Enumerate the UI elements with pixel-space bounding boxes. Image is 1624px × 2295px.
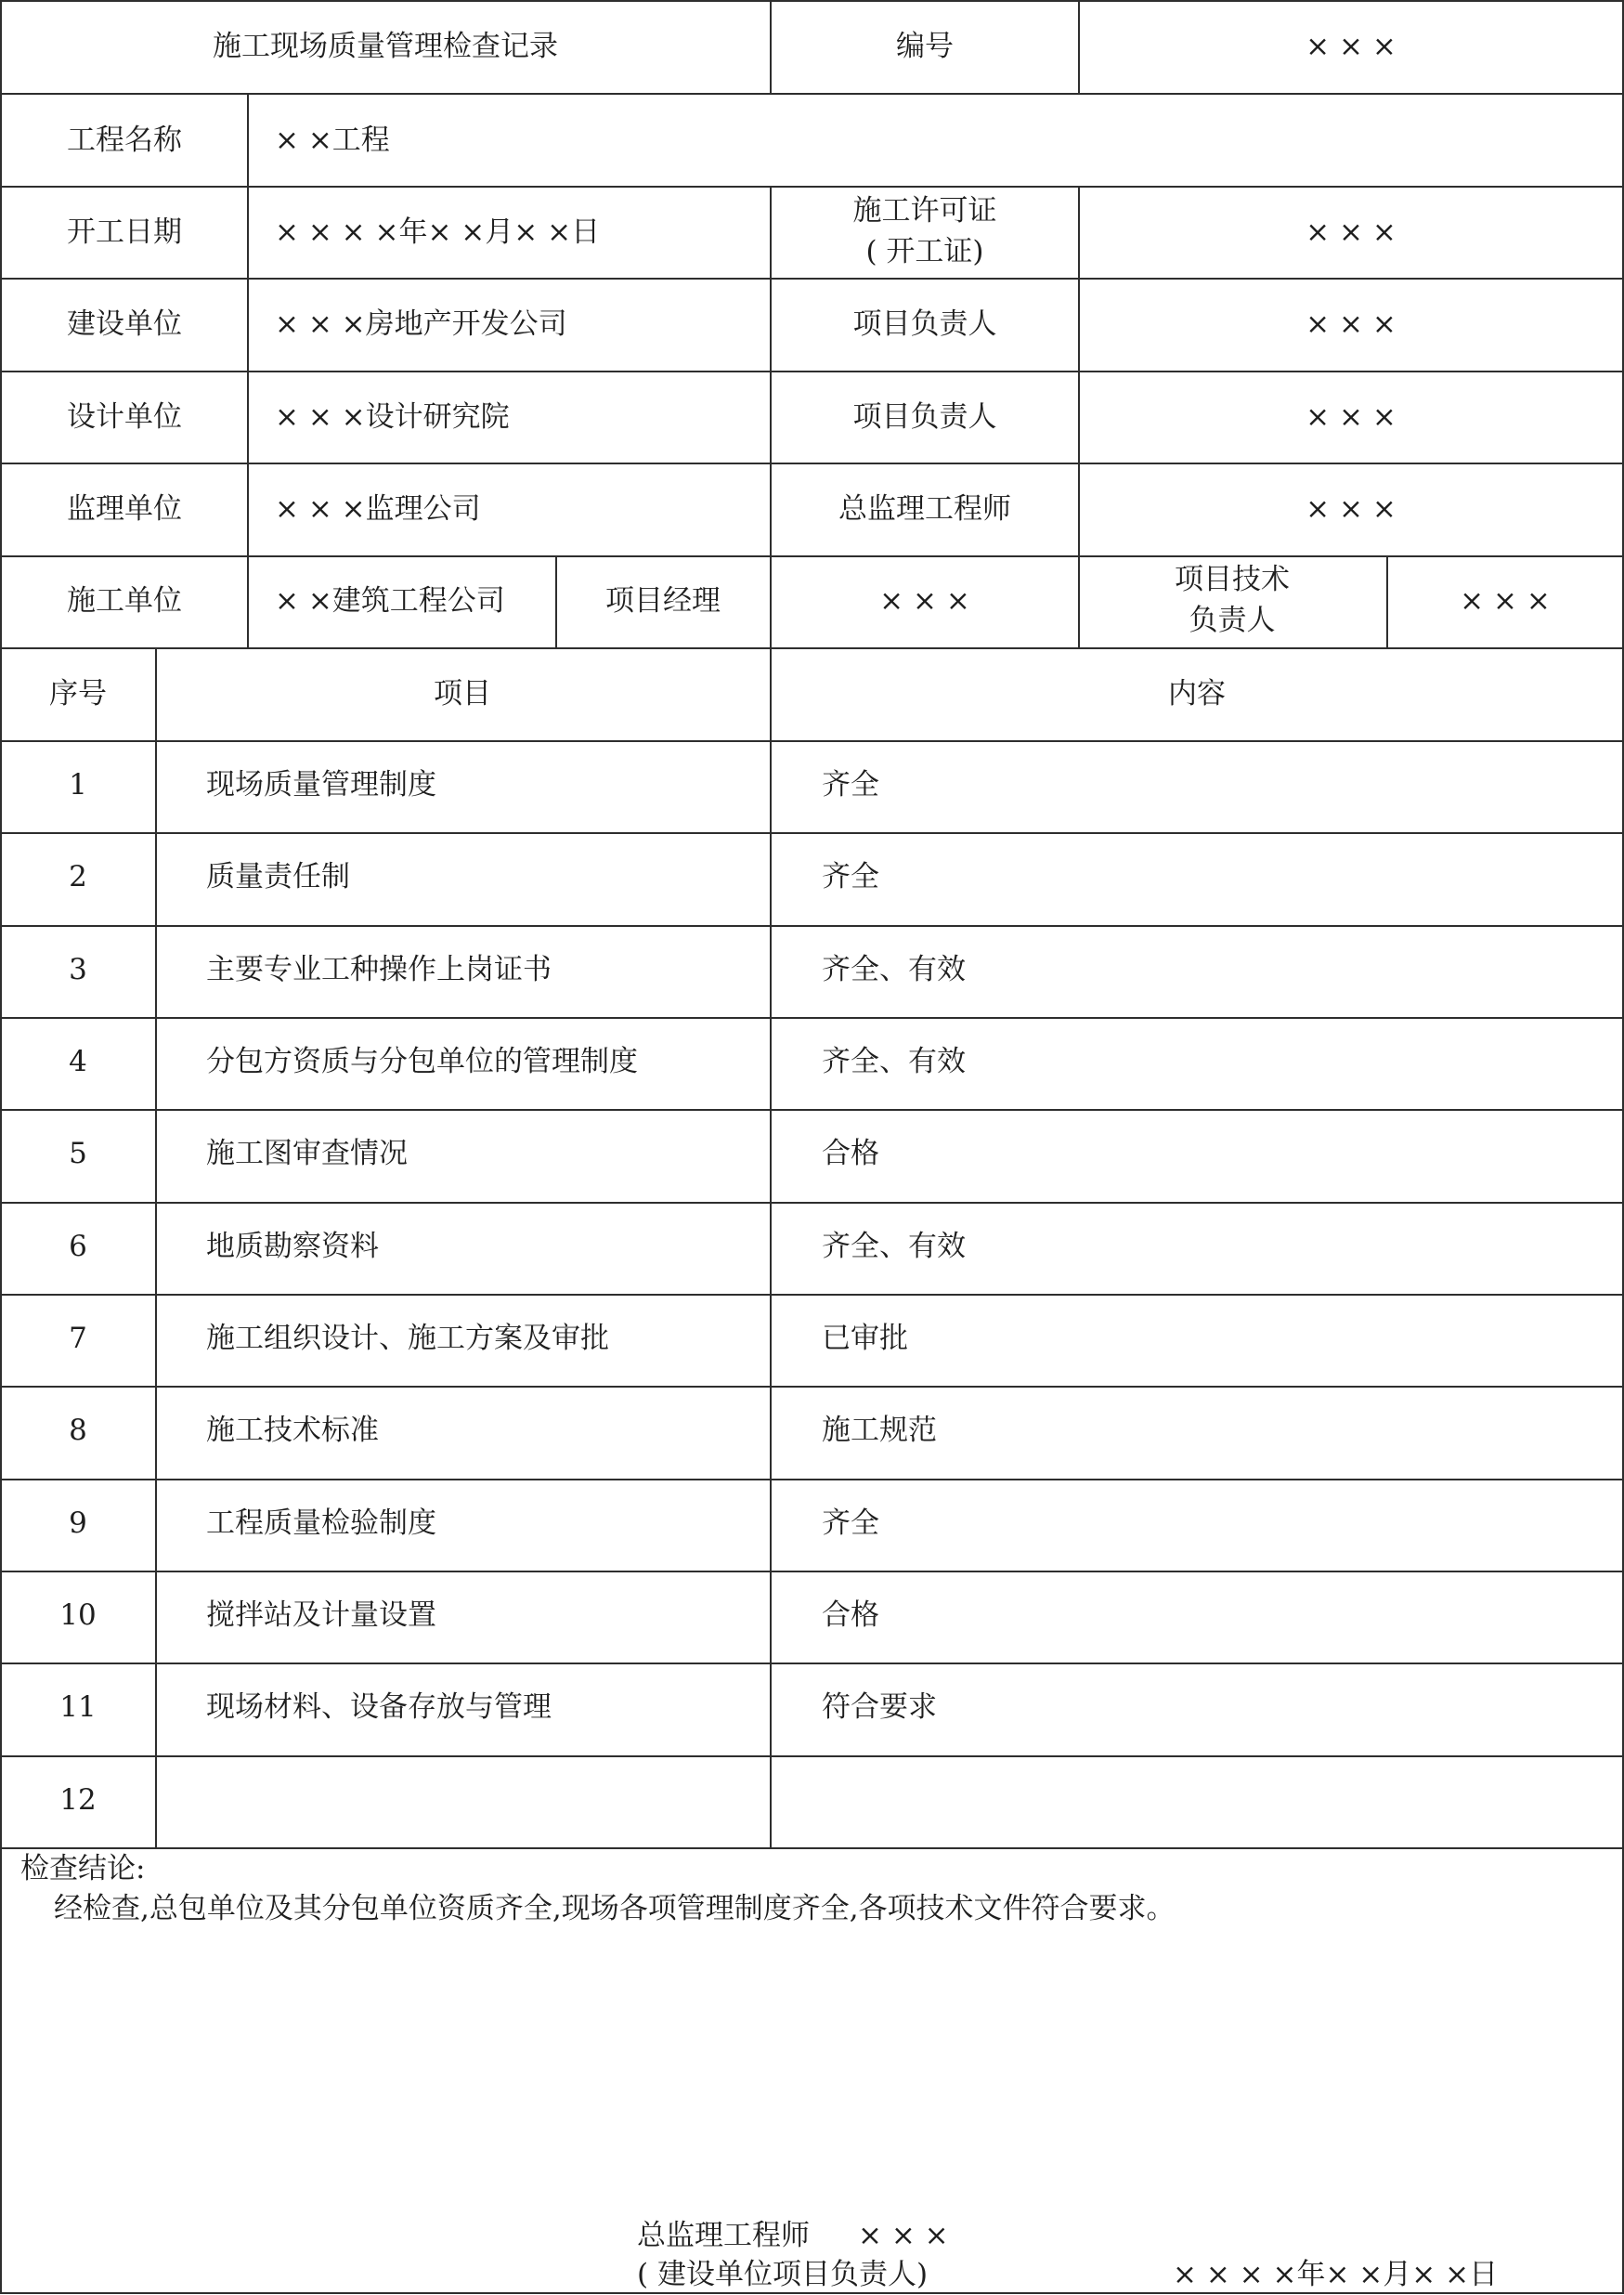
row-content-cell [770,1571,1624,1664]
row-item: 施工图审查情况 [206,1137,408,1170]
row-content: 符合要求 [822,1690,937,1724]
row-item: 分包方资质与分包单位的管理制度 [206,1045,638,1078]
supervision-unit-value: × × ×监理公司 [275,492,481,526]
row-content: 齐全 [822,860,879,893]
row-item: 地质勘察资料 [206,1230,379,1263]
start-date-label: 开工日期 [67,215,182,249]
row-number: 7 [69,1322,87,1355]
construction-lead-label: 项目负责人 [852,307,997,341]
permit-value: × × × [1306,215,1397,249]
project-name-label: 工程名称 [67,124,182,157]
row-item: 质量责任制 [206,860,350,893]
signature-date: × × × ×年× ×月× ×日 [1173,2258,1499,2291]
start-date-value: × × × ×年× ×月× ×日 [275,215,601,249]
row-number: 8 [69,1414,87,1447]
row-content-cell [770,740,1624,834]
design-unit-value: × × ×设计研究院 [275,400,510,434]
row-number: 9 [69,1506,87,1540]
row-content: 齐全、有效 [822,953,966,986]
construction-lead-value: × × × [1306,307,1397,341]
chief-engineer-value: × × × [1306,492,1397,526]
row-item: 施工组织设计、施工方案及审批 [206,1322,609,1355]
row-item: 搅拌站及计量设置 [206,1598,436,1632]
permit-label-line2: ( 开工证) [865,235,984,268]
row-number: 10 [59,1598,97,1632]
row-number: 1 [69,768,87,802]
number-label: 编号 [896,30,954,63]
column-header-content: 内容 [1168,677,1226,711]
tech-lead-value: × × × [1460,584,1551,618]
row-item: 主要专业工种操作上岗证书 [206,953,552,986]
row-item: 施工技术标准 [206,1414,379,1447]
signature-name: × × × [858,2219,949,2252]
row-number: 5 [69,1137,87,1170]
column-header-item: 项目 [434,677,491,711]
pm-value: × × × [879,584,970,618]
permit-label [853,190,997,272]
row-number: 4 [69,1045,87,1078]
row-content: 齐全、有效 [822,1045,966,1078]
pm-label: 项目经理 [605,584,721,618]
row-content: 合格 [822,1137,879,1170]
row-content: 齐全 [822,1506,879,1540]
tech-lead-label-line2: 负责人 [1189,604,1276,637]
design-unit-label: 设计单位 [67,400,182,434]
construction-unit-label: 建设单位 [67,307,182,341]
tech-lead-label-line1: 项目技术 [1175,563,1290,596]
row-content: 施工规范 [822,1414,937,1447]
row-number: 11 [59,1690,97,1724]
cell [247,93,1624,188]
column-header-no: 序号 [49,677,107,711]
row-content: 齐全、有效 [822,1230,966,1263]
signature-role: 总监理工程师 [637,2219,810,2252]
conclusion-text: 经检查,总包单位及其分包单位资质齐全,现场各项管理制度齐全,各项技术文件符合要求。 [54,1892,1176,1925]
row-content: 已审批 [822,1322,908,1355]
contractor-label: 施工单位 [67,584,182,618]
page-title: 施工现场质量管理检查记录 [213,30,558,63]
row-content-cell [770,1479,1624,1572]
row-item: 现场材料、设备存放与管理 [206,1690,552,1724]
project-name-value: × ×工程 [275,124,390,157]
conclusion-label: 检查结论: [20,1852,146,1885]
construction-unit-value: × × ×房地产开发公司 [275,307,567,341]
row-number: 2 [69,860,87,893]
design-lead-label: 项目负责人 [852,400,997,434]
signature-role-note: ( 建设单位项目负责人) [637,2258,929,2291]
permit-label-line1: 施工许可证 [852,194,997,228]
design-lead-value: × × × [1306,400,1397,434]
row-content-cell [770,1109,1624,1204]
row-number: 6 [69,1230,87,1263]
row-item-cell [155,1755,772,1849]
row-content-cell [770,832,1624,927]
row-content: 合格 [822,1598,879,1632]
row-item: 现场质量管理制度 [206,768,436,802]
row-number: 12 [59,1783,97,1817]
row-item: 工程质量检验制度 [206,1506,436,1540]
contractor-value: × ×建筑工程公司 [275,584,505,618]
row-number: 3 [69,953,87,986]
supervision-unit-label: 监理单位 [67,492,182,526]
number-value: × × × [1306,30,1397,63]
tech-lead-label [1175,559,1290,641]
row-content: 齐全 [822,768,879,802]
row-content-cell [770,1755,1624,1849]
chief-engineer-label: 总监理工程师 [838,492,1011,526]
